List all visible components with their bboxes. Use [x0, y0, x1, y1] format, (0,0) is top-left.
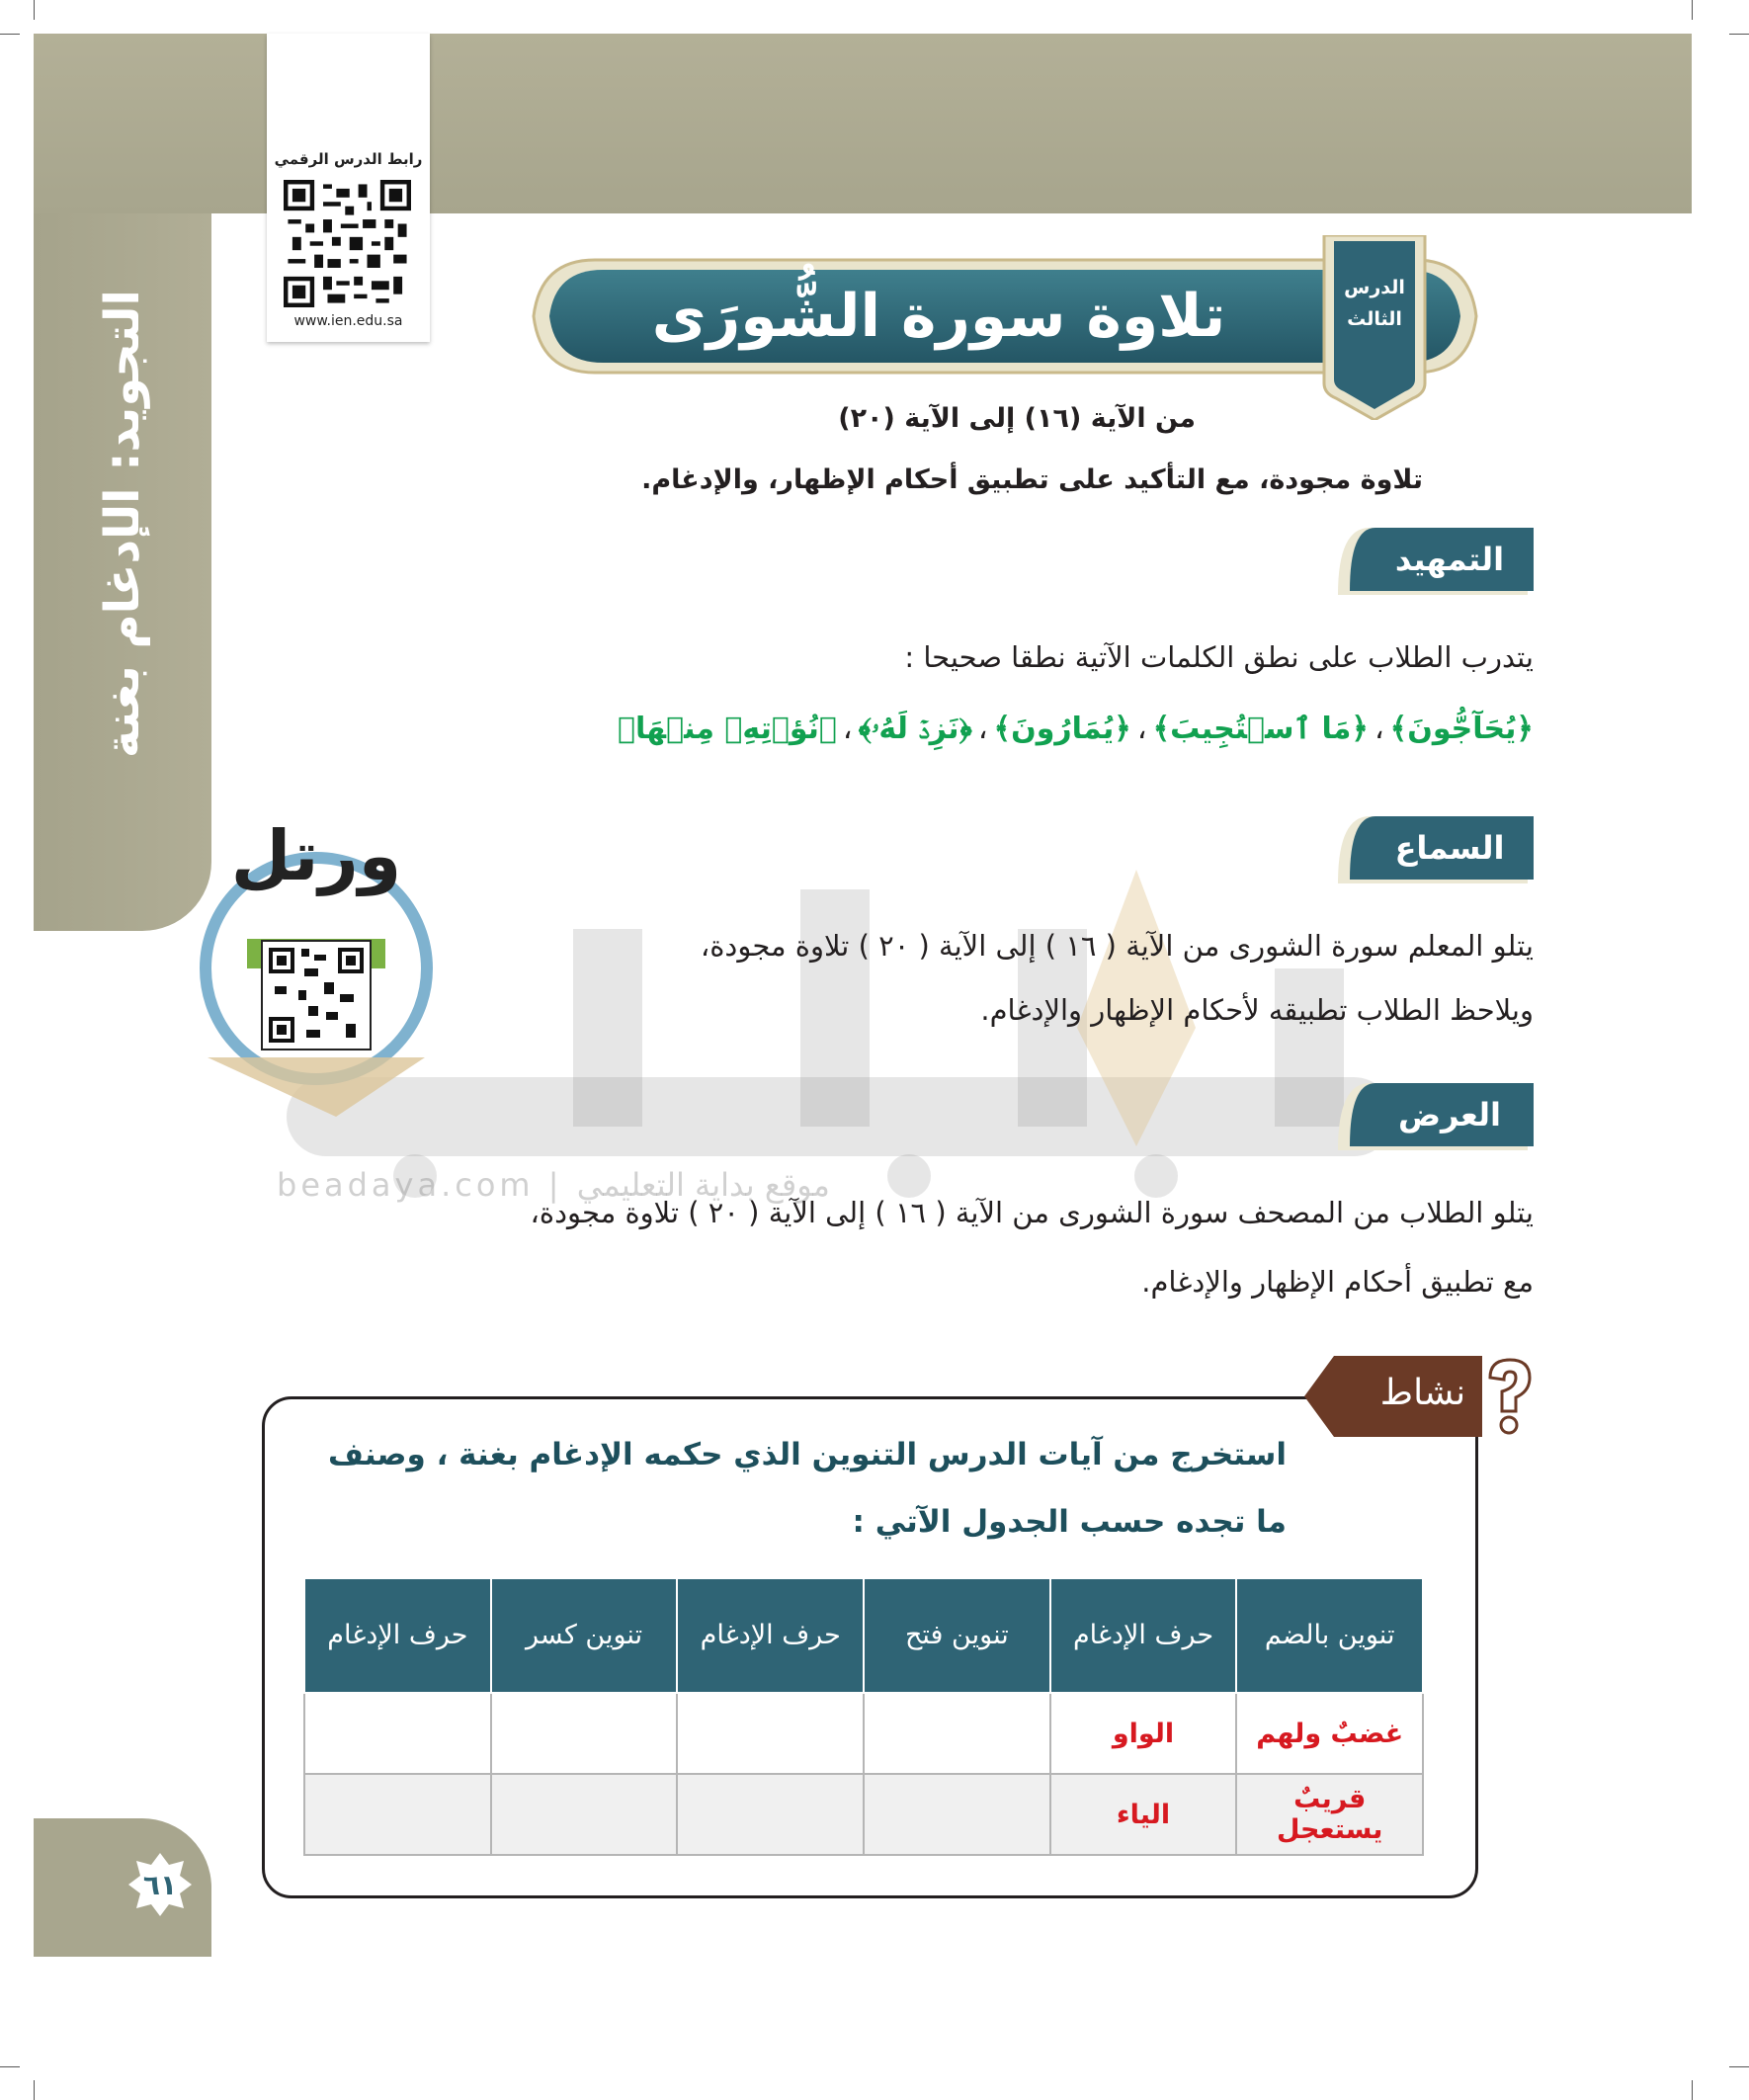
qr-url[interactable]: www.ien.edu.sa — [293, 313, 403, 329]
unit-title: التجويد: الإدغام بغنة — [95, 289, 150, 759]
crop-mark — [34, 0, 35, 20]
practice-word: ﴿يُحَآجُّونَ﴾ — [1389, 712, 1534, 746]
section-heading-listening: السماع — [1330, 812, 1534, 887]
table-cell[interactable] — [304, 1774, 491, 1855]
table-cell[interactable] — [864, 1774, 1050, 1855]
column-header: حرف الإدغام — [1050, 1578, 1237, 1693]
section-heading-presentation: العرض — [1330, 1079, 1534, 1154]
table-row — [304, 1693, 1423, 1774]
digital-lesson-qr-card[interactable] — [267, 34, 430, 342]
crop-mark — [1692, 0, 1693, 20]
table-cell[interactable] — [864, 1693, 1050, 1774]
practice-word: ﴿مَا ٱسۡتُجِيبَ﴾ — [1152, 712, 1369, 746]
column-header: تنوين كسر — [491, 1578, 678, 1693]
practice-word: ﴿نَزِدۡ لَهُۥ﴾ — [858, 712, 972, 746]
listening-line-2: ويلاحظ الطلاب تطبيقه لأحكام الإظهار والإدغام. — [980, 993, 1534, 1027]
table-cell[interactable] — [491, 1693, 678, 1774]
recitation-logo[interactable] — [188, 800, 445, 1166]
practice-words: ﴿يُحَآجُّونَ﴾،﴿مَا ٱسۡتُجِيبَ﴾،﴿يُمَارُونَ﴾،﴿نَزِدۡ لَهُۥ﴾،﴿نُؤۡتِهِۦ مِنۡهَا﴾ — [618, 712, 1534, 746]
crop-mark — [1729, 2066, 1749, 2067]
logo-calligraphy: ورتل — [230, 815, 402, 896]
table-row — [304, 1774, 1423, 1855]
table-cell[interactable]: الياء — [1050, 1774, 1237, 1855]
practice-word: ﴿نُؤۡتِهِۦ مِنۡهَا﴾ — [618, 712, 837, 746]
crop-mark — [0, 2066, 20, 2067]
watermark-text: beadaya.com | موقع بداية التعليمي — [277, 1166, 830, 1204]
section-heading-intro: التمهيد — [1330, 524, 1534, 599]
table-cell[interactable] — [491, 1774, 678, 1855]
table-header-row — [304, 1578, 1423, 1693]
column-header: حرف الإدغام — [677, 1578, 864, 1693]
lesson-title: تلاوة سورة الشُّورَى — [651, 282, 1226, 351]
activity-instructions: استخرج من آيات الدرس التنوين الذي حكمه الإدغام بغنة ، وصنف ما تجده حسب الجدول الآتي : — [327, 1437, 1287, 1540]
table-cell[interactable]: الواو — [1050, 1693, 1237, 1774]
listening-line-1: يتلو المعلم سورة الشورى من الآية ( ١٦ ) إلى الآية ( ٢٠ ) تلاوة مجودة، — [700, 929, 1534, 963]
qr-code-icon — [284, 180, 411, 307]
presentation-line-2: مع تطبيق أحكام الإظهار والإدغام. — [1141, 1265, 1534, 1299]
crop-mark — [0, 34, 20, 35]
crop-mark — [34, 2080, 35, 2100]
crop-mark — [1729, 34, 1749, 35]
presentation-line-1: يتلو الطلاب من المصحف سورة الشورى من الآية ( ١٦ ) إلى الآية ( ٢٠ ) تلاوة مجودة، — [530, 1196, 1534, 1229]
crop-mark — [1692, 2080, 1693, 2100]
table-cell[interactable] — [677, 1774, 864, 1855]
table-cell[interactable] — [304, 1693, 491, 1774]
verse-range: من الآية (١٦) إلى الآية (٢٠) — [838, 403, 1196, 434]
table-cell[interactable]: غضبٌ ولهم — [1236, 1693, 1423, 1774]
table-cell[interactable] — [677, 1693, 864, 1774]
column-header: تنوين فتح — [864, 1578, 1050, 1693]
column-header: تنوين بالضم — [1236, 1578, 1423, 1693]
page-number: ٦١ — [128, 1853, 192, 1916]
activity-tag-label: نشاط — [1379, 1372, 1466, 1413]
table-cell[interactable]: قريبٌ يستعجل — [1236, 1774, 1423, 1855]
activity-table — [303, 1577, 1424, 1856]
practice-word: ﴿يُمَارُونَ﴾ — [993, 712, 1131, 746]
lesson-objective: تلاوة مجودة، مع التأكيد على تطبيق أحكام الإظهار، والإدغام. — [641, 464, 1423, 495]
column-header: حرف الإدغام — [304, 1578, 491, 1693]
qr-caption: رابط الدرس الرقمي — [274, 150, 423, 168]
question-mark-icon — [1490, 1360, 1530, 1433]
lesson-number: الدرس الثالث — [1344, 277, 1405, 330]
intro-text: يتدرب الطلاب على نطق الكلمات الآتية نطقا صحيحا : — [904, 640, 1534, 674]
